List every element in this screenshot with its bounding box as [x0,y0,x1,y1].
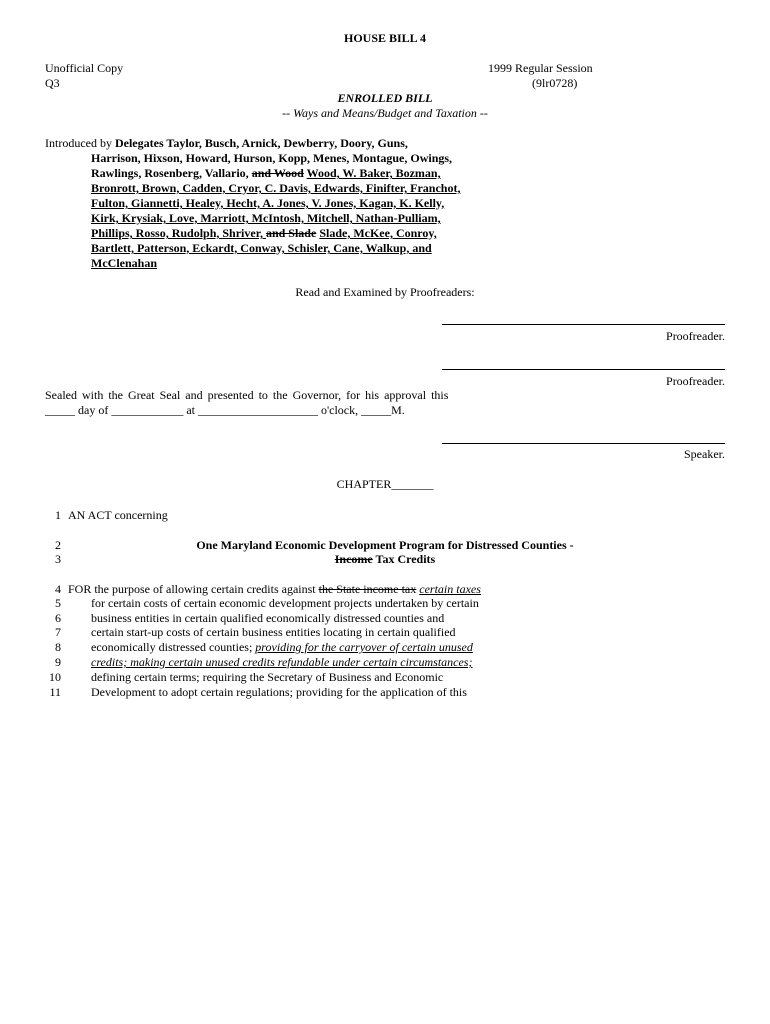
purpose-line-10: defining certain terms; requiring the Secretary of Business and Economic [91,670,444,684]
sponsor-line-7 [91,226,437,241]
sealed-line-2: _____ day of ____________ at ____________________ o'clock, _____M. [45,403,405,417]
purpose-line-9: credits; making certain unused credits refundable under certain circumstances; [91,655,473,669]
sponsor-line-4: Bronrott, Brown, Cadden, Cryor, C. Davis, Edwards, Finifter, Franchot, [91,181,461,195]
inserted-text: Wood, W. Baker, Bozman, [306,166,441,180]
read-examined-label: Read and Examined by Proofreaders: [295,285,475,299]
session-label: 1999 Regular Session [488,61,593,75]
inserted-text: providing for the carryover of certain unused [255,640,473,654]
purpose-line-4: FOR the purpose of allowing certain credits against the State income tax certain taxes [68,582,481,596]
sponsor-line-2: Harrison, Hixson, Howard, Hurson, Kopp, Menes, Montague, Owings, [91,151,453,165]
purpose-line-7: certain start-up costs of certain business entities locating in certain qualified [91,625,456,639]
act-title-line-2: Income Tax Credits [334,552,436,566]
line-number: 2 [55,538,61,552]
line-number: 5 [55,596,61,610]
unofficial-copy-label: Unofficial Copy [45,61,124,75]
subject-code: Q3 [45,76,60,90]
line-number: 9 [55,655,61,669]
proofreader-label-2: Proofreader. [666,374,725,388]
introduced-prefix: Introduced by [45,136,115,150]
inserted-text: certain taxes [419,582,481,596]
sponsor-line-5: Fulton, Giannetti, Healey, Hecht, A. Jones, V. Jones, Kagan, K. Kelly, [91,196,445,210]
stricken-text: Income [334,552,373,566]
sponsor-text: Phillips, Rosso, Rudolph, Shriver, [91,226,266,240]
introduced-line-1 [45,136,408,151]
line-number: 4 [55,582,61,596]
sponsor-text: Rawlings, Rosenberg, Vallario, [91,166,252,180]
purpose-line-5: for certain costs of certain economic development projects undertaken by certain [91,596,479,610]
chapter-label: CHAPTER_______ [336,477,434,491]
sponsor-names: Delegates Taylor, Busch, Arnick, Dewberry, Doory, Guns, [114,136,408,150]
sponsor-line-9: McClenahan [91,256,157,270]
stricken-text: and Wood [251,166,304,180]
bill-number: (9lr0728) [532,76,578,90]
proofreader-label-1: Proofreader. [666,329,725,343]
proofreader-signature-line-1 [442,324,725,325]
line-number: 3 [55,552,61,566]
act-title-line-1: One Maryland Economic Development Program for Distressed Counties - [196,538,574,552]
committee-label: -- Ways and Means/Budget and Taxation -- [282,106,488,120]
proofreader-signature-line-2 [442,369,725,370]
line-number: 10 [49,670,61,684]
sponsor-line-6: Kirk, Krysiak, Love, Marriott, McIntosh, Mitchell, Nathan-Pulliam, [91,211,441,225]
sealed-line-1: Sealed with the Great Seal and presented to the Governor, for his approval this [45,388,449,402]
purpose-line-6: business entities in certain qualified economically distressed counties and [91,611,445,625]
line-number: 7 [55,625,61,639]
bill-title: HOUSE BILL 4 [343,31,427,45]
speaker-signature-line [442,443,725,444]
purpose-line-11: Development to adopt certain regulations; providing for the application of this [91,685,467,699]
stricken-text: the State income tax [318,582,417,596]
line-number: 6 [55,611,61,625]
speaker-label: Speaker. [684,447,725,461]
inserted-text: Slade, McKee, Conroy, [319,226,437,240]
line-number: 11 [49,685,61,699]
line-number: 8 [55,640,61,654]
purpose-line-8: economically distressed counties; providing for the carryover of certain unused [91,640,473,654]
sponsor-line-8: Bartlett, Patterson, Eckardt, Conway, Schisler, Cane, Walkup, and [91,241,432,255]
stricken-text: and Slade [265,226,317,240]
line-number: 1 [55,508,61,522]
act-concerning: AN ACT concerning [68,508,168,522]
sponsor-line-3 [91,166,441,181]
enrolled-bill-label: ENROLLED BILL [337,91,433,105]
